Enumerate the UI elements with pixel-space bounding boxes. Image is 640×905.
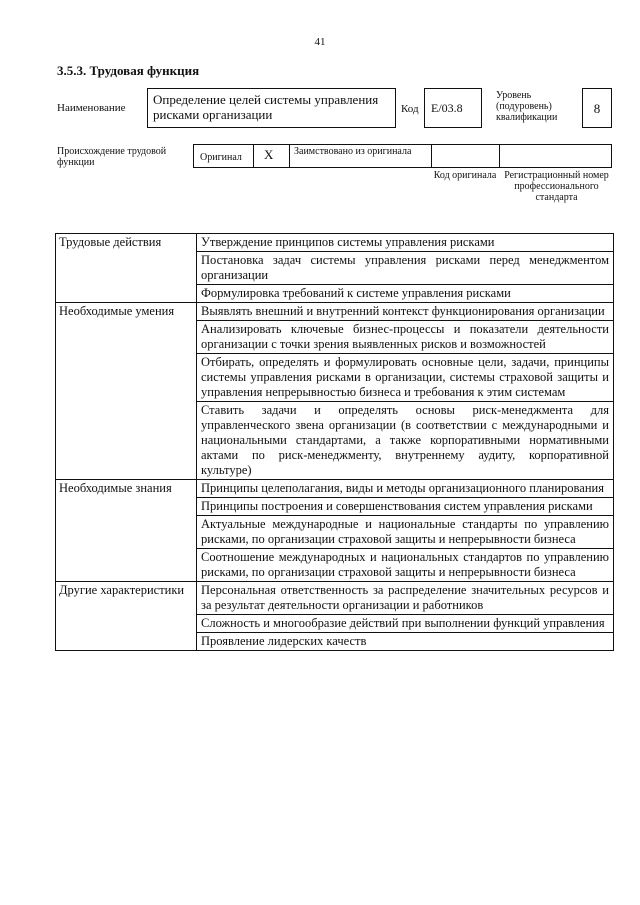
origin-label: Происхождение трудовой функции xyxy=(57,146,167,168)
item-cell: Проявление лидерских качеств xyxy=(197,633,614,651)
labor-function-table xyxy=(55,233,614,651)
qualification-level-field: 8 xyxy=(582,88,612,128)
reg-caption: Регистрационный номер профессионального стандарта xyxy=(504,170,609,203)
table-row xyxy=(56,234,614,252)
level-label: Уровень (подуровень) квалификации xyxy=(496,90,558,123)
category-cell: Трудовые действия xyxy=(56,234,197,303)
item-cell: Утверждение принципов системы управления рисками xyxy=(197,234,614,252)
code-label: Код xyxy=(401,103,419,115)
borrowed-label: Заимствовано из оригинала xyxy=(290,145,432,167)
item-cell: Постановка задач системы управления рисками перед менеджментом организации xyxy=(197,252,614,285)
item-cell: Выявлять внешний и внутренний контекст функционирования организации xyxy=(197,303,614,321)
item-cell: Актуальные международные и национальные стандарты по управлению рисками, по организации страховой защиты и непрерывности бизнеса xyxy=(197,516,614,549)
function-name-field: Определение целей системы управления рисками организации xyxy=(147,88,396,128)
category-cell: Другие характеристики xyxy=(56,582,197,651)
original-label: Оригинал xyxy=(194,145,254,167)
page-number: 41 xyxy=(314,36,326,48)
item-cell: Сложность и многообразие действий при выполнении функций управления xyxy=(197,615,614,633)
item-cell: Персональная ответственность за распределение значительных ресурсов и за результат деятельности организации и работников xyxy=(197,582,614,615)
category-cell: Необходимые умения xyxy=(56,303,197,480)
table-row xyxy=(56,582,614,615)
item-cell: Отбирать, определять и формулировать основные цели, задачи, принципы системы управления рисками в организации, системы страховой защиты и управления непрерывностью бизнеса и требования к этим системам xyxy=(197,354,614,402)
original-code-cell xyxy=(432,145,500,167)
function-code-field: E/03.8 xyxy=(424,88,482,128)
item-cell: Принципы целеполагания, виды и методы организационного планирования xyxy=(197,480,614,498)
name-label: Наименование xyxy=(57,102,126,114)
item-cell: Формулировка требований к системе управления рисками xyxy=(197,285,614,303)
code-caption: Код оригинала xyxy=(433,170,497,181)
registration-number-cell xyxy=(500,145,611,167)
item-cell: Соотношение международных и национальных стандартов по управлению рисками, по организации страховой защиты и непрерывности бизнеса xyxy=(197,549,614,582)
origin-table xyxy=(193,144,612,168)
table-row xyxy=(56,480,614,498)
section-title: 3.5.3. Трудовая функция xyxy=(57,63,200,78)
table-row xyxy=(56,303,614,321)
category-cell: Необходимые знания xyxy=(56,480,197,582)
original-mark: X xyxy=(254,145,290,167)
item-cell: Анализировать ключевые бизнес-процессы и показатели деятельности организации с точки зрения выявленных рисков и возможностей xyxy=(197,321,614,354)
item-cell: Принципы построения и совершенствования систем управления рисками xyxy=(197,498,614,516)
item-cell: Ставить задачи и определять основы риск-менеджмента для управленческого звена организации (в соответствии с международными и национальными стандартами, а также корпоративными нормативными актами по риск-менеджменту, внутреннему аудиту, корпоративной культуре) xyxy=(197,402,614,480)
